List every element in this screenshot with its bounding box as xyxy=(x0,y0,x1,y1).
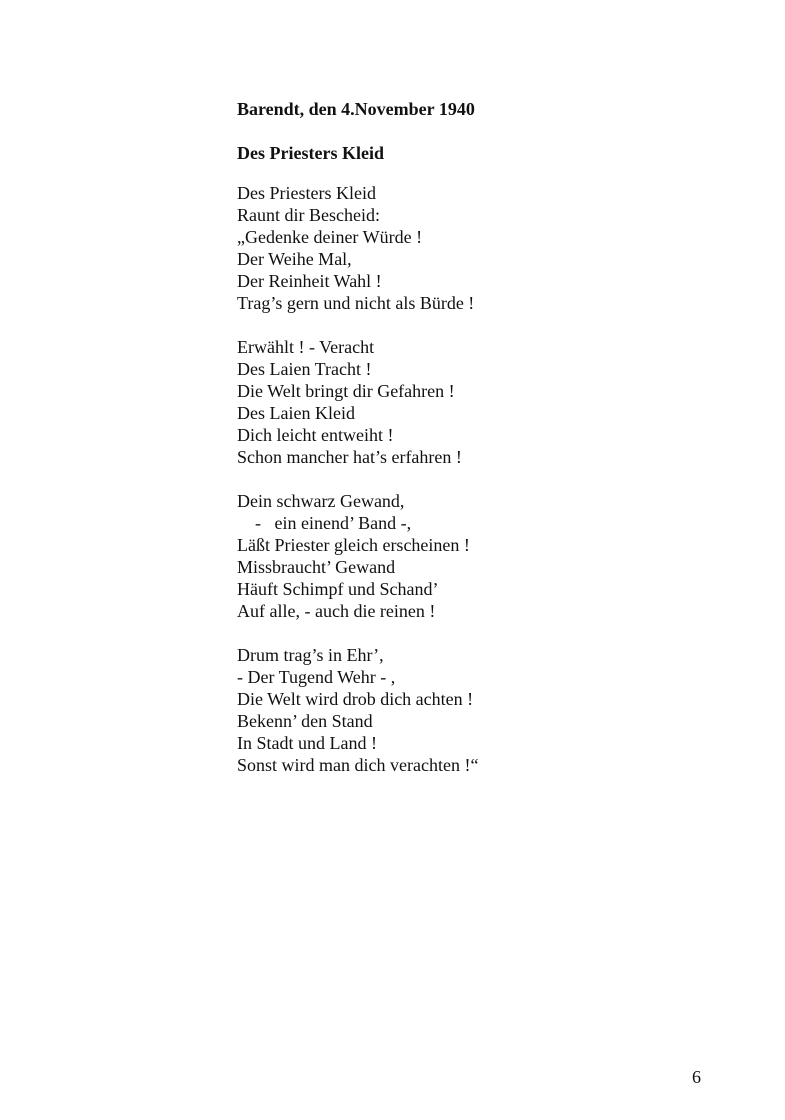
stanza-2 xyxy=(237,336,737,468)
poem-line: Erwählt ! - Veracht xyxy=(237,337,375,357)
poem-title: Des Priesters Kleid xyxy=(237,143,384,163)
poem-line: Der Reinheit Wahl ! xyxy=(237,271,382,291)
poem-line: - Der Tugend Wehr - , xyxy=(237,667,396,687)
poem-line: Schon mancher hat’s erfahren ! xyxy=(237,447,462,467)
poem-line: Missbraucht’ Gewand xyxy=(237,557,396,577)
poem-line: „Gedenke deiner Würde ! xyxy=(237,227,423,247)
poem-line: Der Weihe Mal, xyxy=(237,249,352,269)
poem-line: Raunt dir Bescheid: xyxy=(237,205,380,225)
poem-line: Des Laien Kleid xyxy=(237,403,355,423)
stanza-4 xyxy=(237,644,737,776)
poem-line: - ein einend’ Band -, xyxy=(237,513,412,533)
stanza-1 xyxy=(237,182,737,314)
poem-body xyxy=(237,182,737,798)
poem-line: Häuft Schimpf und Schand’ xyxy=(237,579,439,599)
stanza-3 xyxy=(237,490,737,622)
poem-line: Auf alle, - auch die reinen ! xyxy=(237,601,436,621)
page-number: 6 xyxy=(692,1067,701,1087)
poem-line: Trag’s gern und nicht als Bürde ! xyxy=(237,293,475,313)
poem-line: Des Laien Tracht ! xyxy=(237,359,372,379)
poem-line: Des Priesters Kleid xyxy=(237,183,376,203)
poem-line: Läßt Priester gleich erscheinen ! xyxy=(237,535,470,555)
poem-line: Die Welt bringt dir Gefahren ! xyxy=(237,381,455,401)
poem-line: In Stadt und Land ! xyxy=(237,733,377,753)
date-line: Barendt, den 4.November 1940 xyxy=(237,99,475,119)
poem-line: Sonst wird man dich verachten !“ xyxy=(237,755,479,775)
poem-line: Dich leicht entweiht ! xyxy=(237,425,394,445)
poem-line: Drum trag’s in Ehr’, xyxy=(237,645,384,665)
poem-line: Dein schwarz Gewand, xyxy=(237,491,405,511)
poem-line: Die Welt wird drob dich achten ! xyxy=(237,689,474,709)
poem-line: Bekenn’ den Stand xyxy=(237,711,373,731)
